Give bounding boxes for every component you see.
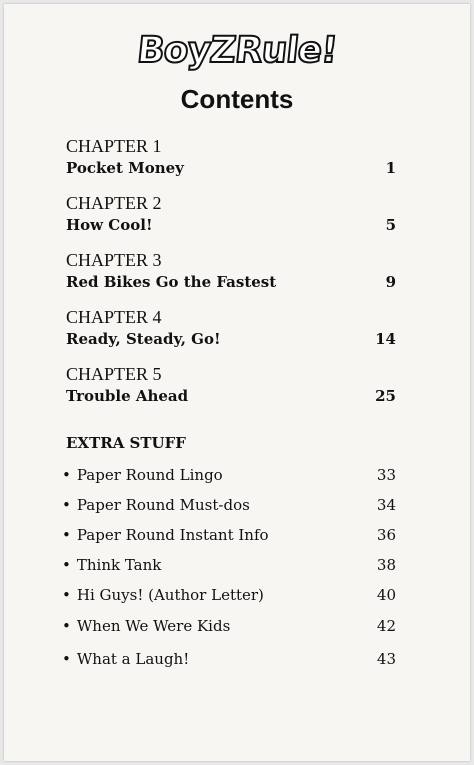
chapter-entry-1	[66, 136, 396, 177]
extra-item	[62, 650, 396, 668]
series-logo: BoyZRule!	[135, 30, 339, 71]
extra-item	[62, 496, 396, 514]
extra-item-label	[62, 617, 230, 635]
extra-item	[62, 556, 396, 574]
chapter-row	[66, 330, 396, 348]
chapter-page-number: 14	[375, 330, 396, 348]
chapter-entry-2	[66, 193, 396, 234]
chapter-title: Pocket Money	[66, 159, 184, 177]
extra-item-label	[62, 650, 189, 668]
extra-item-title: Paper Round Lingo	[76, 466, 223, 484]
extra-item	[62, 466, 396, 484]
chapter-page-number: 9	[385, 273, 396, 291]
bullet-icon: •	[62, 586, 71, 604]
chapter-title: Red Bikes Go the Fastest	[66, 273, 277, 291]
chapter-title: Trouble Ahead	[66, 387, 189, 405]
extra-item-label	[62, 526, 269, 544]
extra-item-label	[62, 466, 223, 484]
chapter-label: CHAPTER 1	[66, 136, 162, 156]
extra-item-page-number: 36	[376, 526, 396, 544]
extra-item-page-number: 42	[376, 617, 396, 635]
chapter-page-number: 5	[385, 216, 396, 234]
chapter-row	[66, 216, 396, 234]
extra-stuff-heading: EXTRA STUFF	[66, 434, 186, 452]
extra-item-title: Paper Round Instant Info	[76, 526, 269, 544]
extra-item	[62, 617, 396, 635]
extra-item-page-number: 40	[376, 586, 396, 604]
chapter-row	[66, 159, 396, 177]
bullet-icon: •	[62, 650, 71, 668]
extra-item-title: Think Tank	[76, 556, 162, 574]
extra-item-title: Hi Guys! (Author Letter)	[76, 586, 264, 604]
extra-item-title: What a Laugh!	[76, 650, 190, 668]
book-page	[4, 4, 470, 761]
extra-item	[62, 526, 396, 544]
extra-item-label	[62, 586, 264, 604]
bullet-icon: •	[62, 617, 71, 635]
extra-item-page-number: 43	[376, 650, 396, 668]
extra-item-page-number: 38	[376, 556, 396, 574]
chapter-row	[66, 273, 396, 291]
extra-item	[62, 586, 396, 604]
chapter-row	[66, 387, 396, 405]
chapter-page-number: 25	[375, 387, 396, 405]
bullet-icon: •	[62, 496, 71, 514]
extra-item-title: Paper Round Must-dos	[76, 496, 250, 514]
chapter-title: Ready, Steady, Go!	[66, 330, 221, 348]
bullet-icon: •	[62, 556, 71, 574]
chapter-title: How Cool!	[66, 216, 153, 234]
extra-item-label	[62, 496, 250, 514]
extra-item-title: When We Were Kids	[76, 617, 231, 635]
chapter-page-number: 1	[385, 159, 396, 177]
bullet-icon: •	[62, 466, 71, 484]
chapter-label: CHAPTER 5	[66, 364, 162, 384]
chapter-label: CHAPTER 3	[66, 250, 162, 270]
chapter-entry-4	[66, 307, 396, 348]
chapter-label: CHAPTER 4	[66, 307, 162, 327]
chapter-entry-3	[66, 250, 396, 291]
bullet-icon: •	[62, 526, 71, 544]
extra-item-page-number: 34	[376, 496, 396, 514]
chapter-label: CHAPTER 2	[66, 193, 162, 213]
chapter-entry-5	[66, 364, 396, 405]
extra-item-label	[62, 556, 161, 574]
extra-item-page-number: 33	[376, 466, 396, 484]
page-title: Contents	[180, 84, 294, 114]
